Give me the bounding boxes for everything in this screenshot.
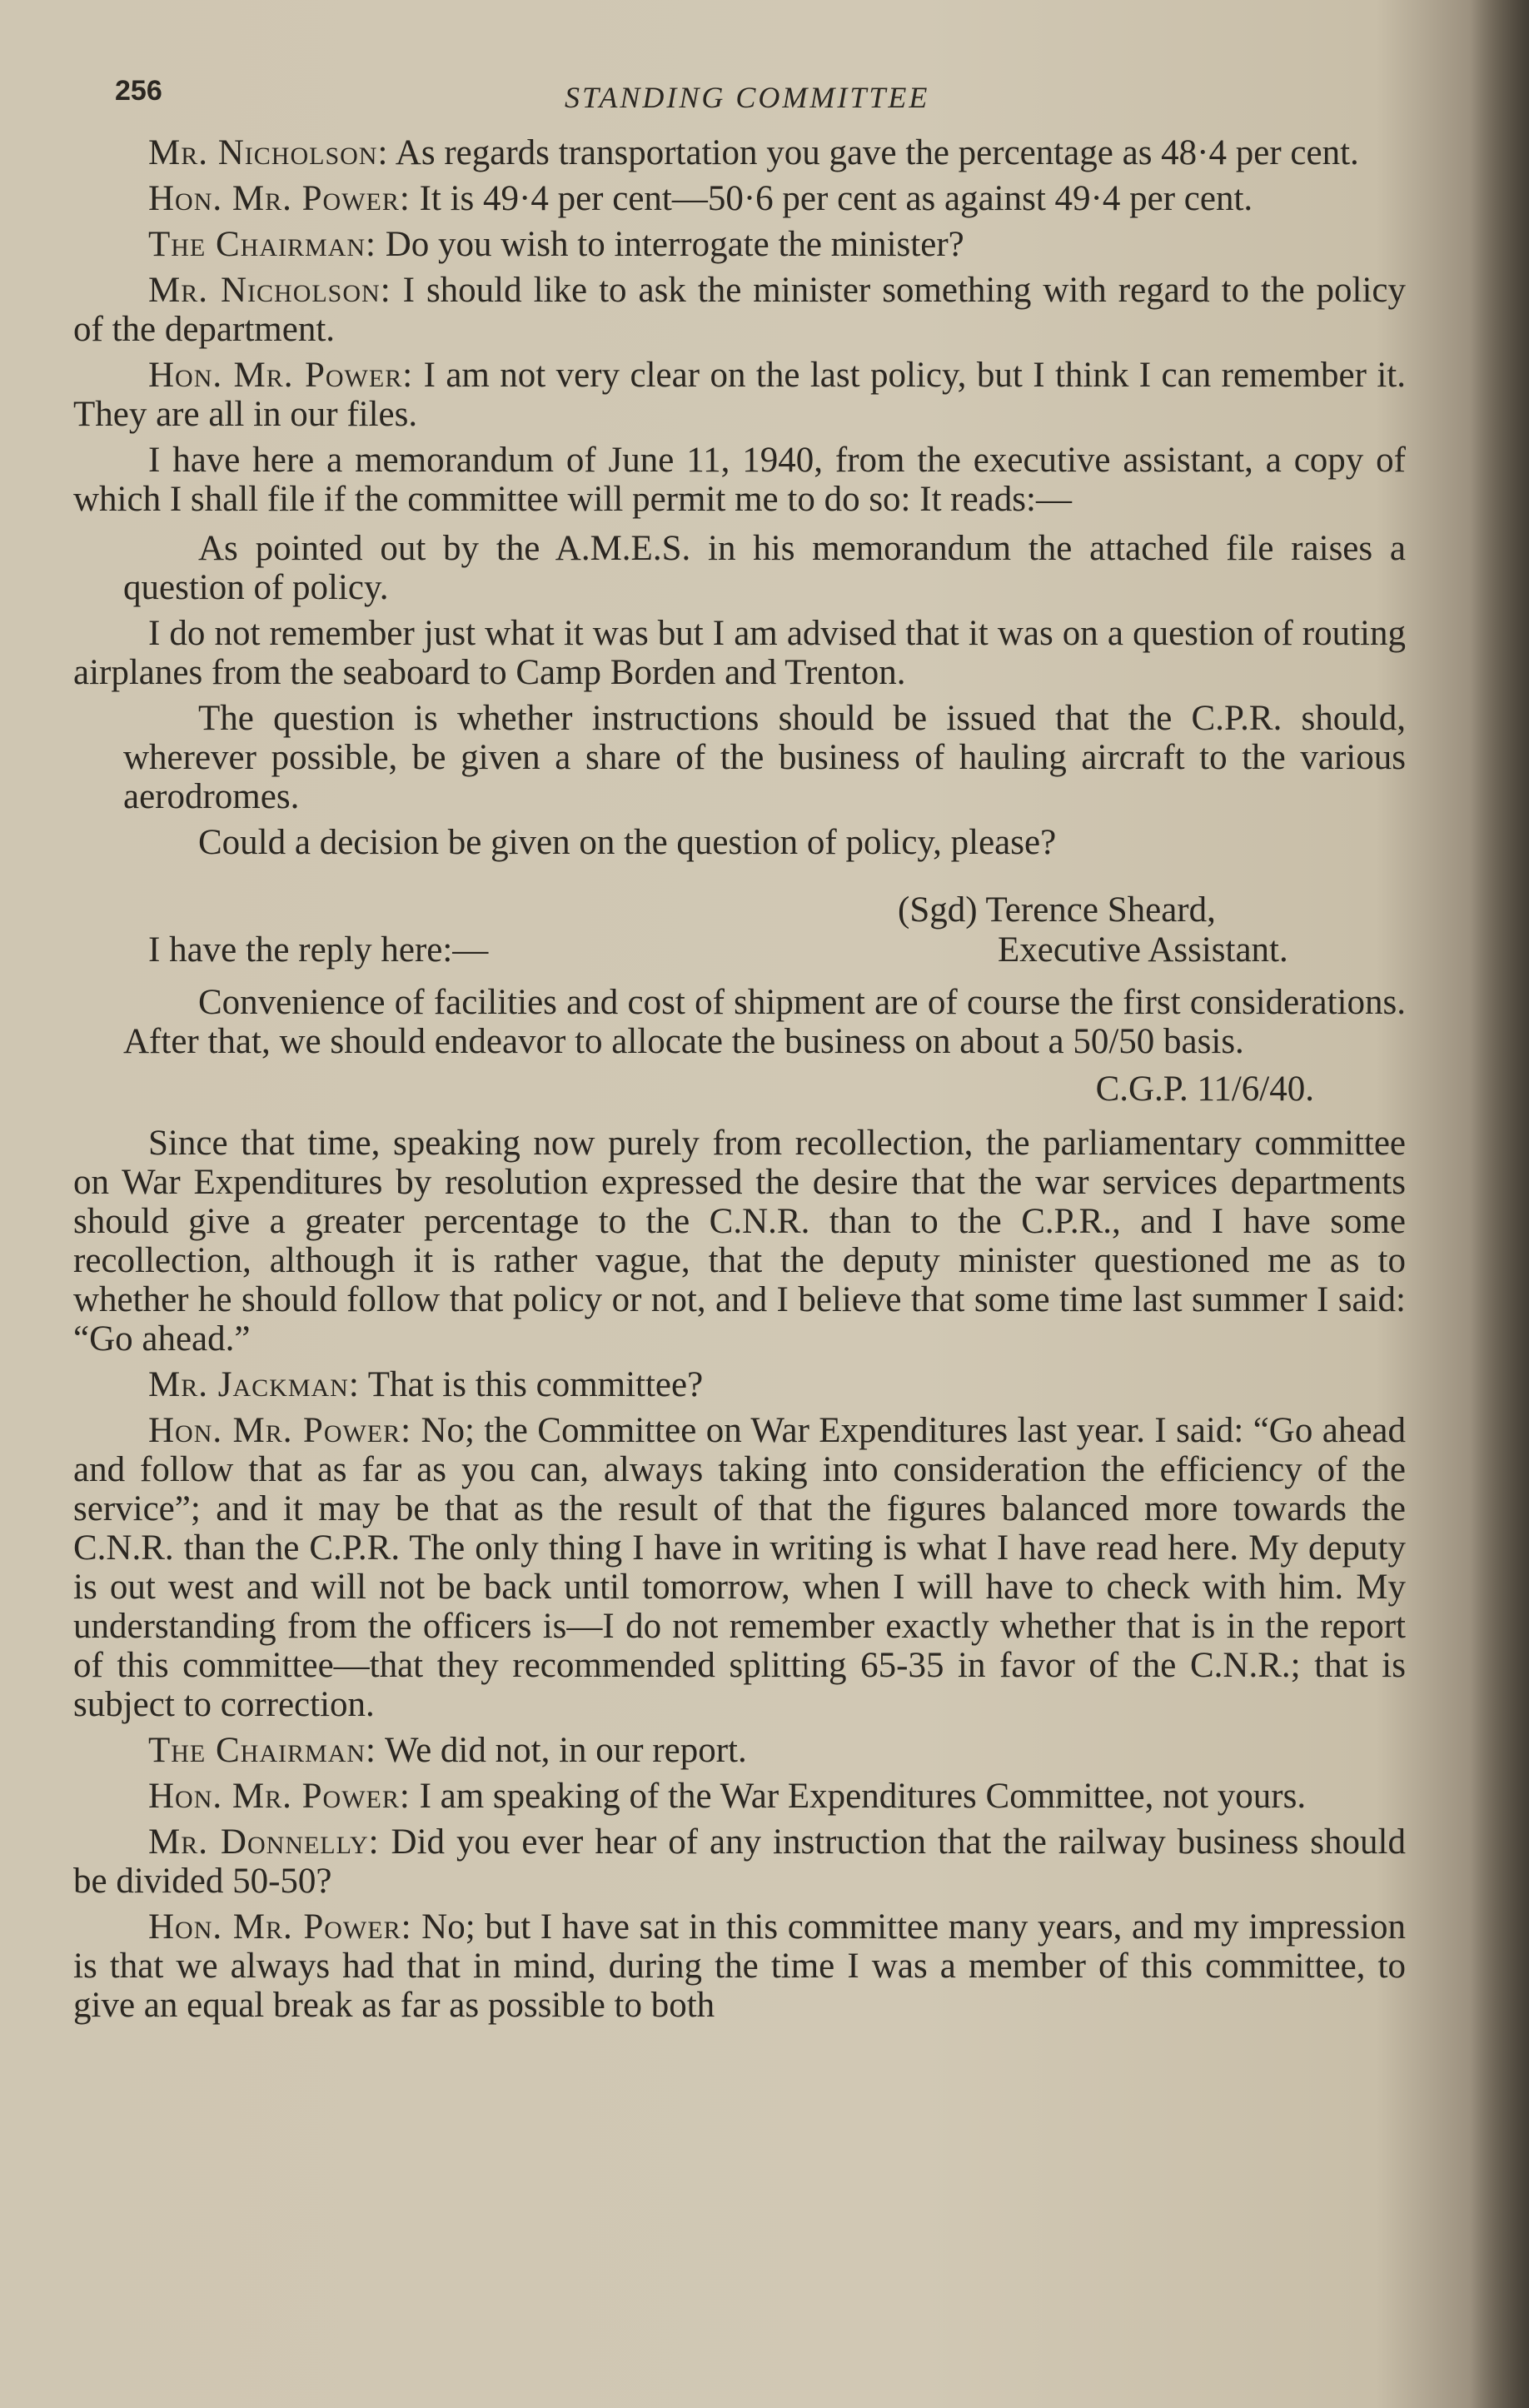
paragraph [73, 133, 1406, 172]
reply-paragraph: Convenience of facilities and cost of shipment are of course the first considerations. After that, we should endeavor to allocate the business on about a 50/50 basis. [123, 983, 1406, 1061]
interjection-paragraph: I do not remember just what it was but I am advised that it was on a question of routing airplanes from the seaboard to Camp Borden and Trenton. [73, 614, 1406, 692]
signature-name: (Sgd) Terence Sheard, [898, 890, 1216, 930]
paragraph [73, 1411, 1406, 1724]
speech-text: Do you wish to interrogate the minister? [376, 225, 964, 264]
paragraph [73, 356, 1406, 434]
reply-initials: C.G.P. 11/6/40. [1095, 1069, 1314, 1109]
speaker-name: Mr. Jackman: [148, 1365, 360, 1404]
page-content [73, 58, 1406, 2032]
reply-intro: I have the reply here:— [148, 930, 489, 970]
paragraph [73, 441, 1406, 519]
page-header [73, 58, 1406, 133]
memo-paragraph: As pointed out by the A.M.E.S. in his memorandum the attached file raises a question of policy. [123, 529, 1406, 607]
paragraph [73, 271, 1406, 349]
paragraph [73, 225, 1406, 264]
paragraph [73, 1731, 1406, 1770]
speech-text: I am not very clear on the last policy, but I think I can remember it. They are all in our files. [73, 356, 1406, 434]
speech-text: I am speaking of the War Expenditures Committee, not yours. [410, 1777, 1307, 1816]
paragraph [73, 179, 1406, 218]
memo-paragraph: The question is whether instructions should be issued that the C.P.R. should, wherever possible, be given a share of the business of hauling aircraft to the various aerodromes. [123, 699, 1406, 816]
speaker-name: Hon. Mr. Power: [148, 1907, 412, 1947]
speaker-name: Hon. Mr. Power: [148, 1777, 411, 1816]
speaker-name: The Chairman: [148, 225, 376, 264]
paragraph [73, 1907, 1406, 2025]
speaker-name: The Chairman: [148, 1731, 376, 1770]
speaker-name: Mr. Donnelly: [148, 1822, 380, 1862]
speech-text: No; but I have sat in this committee many years, and my impression is that we always had that in mind, during the time I was a member of this committee, to give an equal break as far as possible to both [73, 1907, 1406, 2025]
signature-title: Executive Assistant. [998, 930, 1288, 970]
speaker-name: Hon. Mr. Power: [148, 179, 411, 218]
speech-text: That is this committee? [359, 1365, 704, 1404]
memo-signature [73, 890, 1406, 977]
speaker-name: Mr. Nicholson: [148, 133, 389, 172]
speaker-name: Hon. Mr. Power: [148, 356, 414, 395]
page-number: 256 [115, 75, 162, 107]
speech-text: I should like to ask the minister something with regard to the policy of the department. [73, 271, 1407, 349]
book-spine-shadow [1471, 0, 1529, 2408]
speech-text: I have here a memorandum of June 11, 1940, from the executive assistant, a copy of which I shall file if the committee will permit me to do so: It reads:— [73, 441, 1406, 519]
speech-text: We did not, in our report. [376, 1731, 747, 1770]
speech-text: No; the Committee on War Expenditures last year. I said: “Go ahead and follow that as far as you can, always taking into consideration the efficiency of the service”; and it may be that as the result of that the figures balanced more towards the C.N.R. than the C.P.R. The only thing I have in writing is what I have read here. My deputy is out west and will not be back until tomorrow, when I will have to check with him. My understanding from the officers is—I do not remember exactly whether that is in the report of this committee—that they recommended splitting 65-35 in favor of the C.N.R.; that is subject to correction. [73, 1411, 1406, 1724]
paragraph [73, 1822, 1406, 1901]
speech-text: As regards transportation you gave the percentage as 48·4 per cent. [388, 133, 1359, 172]
paragraph [73, 1365, 1406, 1404]
memo-paragraph: Could a decision be given on the question of policy, please? [198, 823, 1057, 862]
paragraph [73, 1124, 1406, 1359]
speech-text: Since that time, speaking now purely from recollection, the parliamentary committee on War Expenditures by resolution expressed the desire that the war services departments should give a greater percentage to the C.N.R. than to the C.P.R., and I have some recollection, although it is rather vague, that the deputy minister questioned me as to whether he should follow that policy or not, and I believe that some time last summer I said: “Go ahead.” [73, 1124, 1406, 1359]
speaker-name: Hon. Mr. Power: [148, 1411, 412, 1450]
speech-text: It is 49·4 per cent—50·6 per cent as against 49·4 per cent. [410, 179, 1253, 218]
running-head: STANDING COMMITTEE [565, 81, 930, 114]
paragraph [73, 1777, 1406, 1816]
speaker-name: Mr. Nicholson: [148, 271, 391, 310]
speech-text: Did you ever hear of any instruction that the railway business should be divided 50-50? [73, 1822, 1406, 1901]
